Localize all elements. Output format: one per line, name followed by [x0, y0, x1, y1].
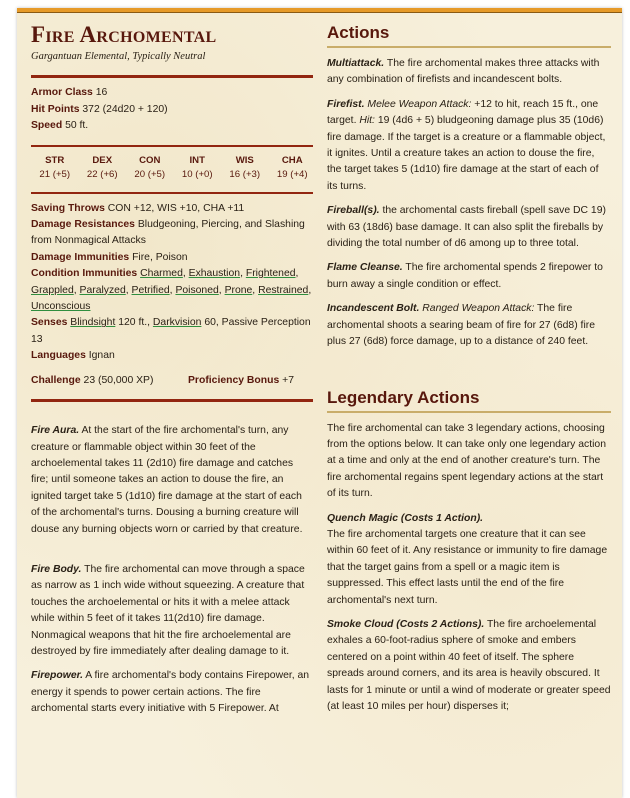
speed: Speed 50 ft. [31, 120, 89, 132]
divider [31, 192, 313, 194]
condition-link[interactable]: Exhaustion [188, 268, 241, 280]
action-fireball: Fireball(s). the archomental casts fireball (spell save DC 19) with 63 (18d6) base damage. It can also split the fireballs by dividing the total number of d6 among up to three total. [327, 205, 606, 250]
ability-str: STR 21 (+5) [39, 154, 71, 180]
legendary-intro: The fire archomental can take 3 legendary actions, choosing from the options below. It can take only one legendary action at a time and only at the end of another creature's turn. The fire archomental regains spent legendary actions at the start of its turn. [327, 422, 606, 500]
condition-link[interactable]: Frightened [245, 268, 296, 280]
heading-underline [327, 411, 611, 413]
condition-link[interactable]: Prone [224, 284, 253, 296]
ability-wis: WIS 16 (+3) [229, 154, 261, 180]
condition-link[interactable]: Charmed [140, 268, 183, 280]
action-multiattack: Multiattack. The fire archomental makes three attacks with any combination of firefists and incandescent bolts. [327, 58, 600, 86]
hit-points: Hit Points 372 (24d20 + 120) [31, 103, 168, 115]
monster-subtitle: Gargantuan Elemental, Typically Neutral [31, 51, 206, 62]
action-incandescent-bolt: Incandescent Bolt. Ranged Weapon Attack: The fire archomental shoots a searing beam of fire for 27 (6d8) fire plus 27 (6d8) force damage, up to a distance of 240 feet. [327, 303, 595, 348]
actions-heading: Actions [327, 23, 390, 42]
trait-firepower: Firepower. A fire archomental's body contains Firepower, an energy it spends to power certain actions. The fire archomental starts every initiative with 5 Firepower. At [31, 670, 310, 715]
condition-link[interactable]: Grappled [31, 284, 74, 296]
monster-name: Fire Archomental [31, 22, 217, 47]
darkvision-link[interactable]: Darkvision [152, 317, 202, 329]
condition-link[interactable]: Paralyzed [79, 284, 126, 296]
ability-int: INT 10 (+0) [181, 154, 213, 180]
divider [31, 399, 313, 402]
armor-class: Armor Class 16 [31, 87, 108, 99]
ability-con: CON 20 (+5) [134, 154, 166, 180]
action-flame-cleanse: Flame Cleanse. The fire archomental spends 2 firepower to burn away a single condition or effect. [327, 262, 603, 290]
senses: Senses Blindsight 120 ft., Darkvision 60, Passive Perception 13 [31, 317, 311, 345]
left-column [31, 22, 313, 718]
legendary-quench-magic: Quench Magic (Costs 1 Action). The fire archomental targets one creature that it can see within 60 feet of it. Any resistance or immunity to fire damage that the target gains from a spell or a magic item is suppressed. This effect lasts until the end of the fire archomental's next turn. [327, 512, 608, 606]
blindsight-link[interactable]: Blindsight [70, 317, 116, 329]
trait-fire-aura: Fire Aura. At the start of the fire archomental's turn, any creature or flammable object within 30 feet of the archoelemental takes 11 (2d10) fire damage and catches fire; until someone takes an action to douse the fire, an ignited target take 5 (1d10) fire damage at the start of each of the archomental's turns. Dousing a burning creature will douse any burning objects worn or carried by that creature. [31, 425, 303, 535]
saving-throws: Saving Throws CON +12, WIS +10, CHA +11 [31, 202, 245, 214]
condition-link[interactable]: Poisoned [175, 284, 219, 296]
languages: Languages Ignan [31, 350, 115, 362]
divider [31, 75, 313, 78]
ability-scores [31, 154, 316, 182]
damage-immunities: Damage Immunities Fire, Poison [31, 251, 188, 263]
divider [31, 145, 313, 147]
ability-cha: CHA 19 (+4) [276, 154, 308, 180]
stat-block-sheet [17, 8, 622, 798]
legendary-heading: Legendary Actions [327, 387, 480, 407]
ability-dex: DEX 22 (+6) [86, 154, 118, 180]
heading-underline [327, 46, 611, 48]
condition-link[interactable]: Restrained [258, 284, 309, 296]
action-firefist: Firefist. Melee Weapon Attack: +12 to hit, reach 15 ft., one target. Hit: 19 (4d6 + 5) bludgeoning damage plus 35 (10d6) fire damage. If the target is a creature or a flammable object, it ignites. Until a creature takes an action to douse the fire, the target takes 5 (1d10) fire damage at the start of each of its turns. [327, 98, 606, 192]
damage-resistances: Damage Resistances Bludgeoning, Piercing, and Slashing from Nonmagical Attacks [31, 219, 305, 247]
condition-link[interactable]: Petrified [131, 284, 170, 296]
legendary-smoke-cloud: Smoke Cloud (Costs 2 Actions). The fire archoelemental exhales a 60-foot-radius sphere of smoke and embers centered on a point within 40 feet of itself. The sphere spreads around corners, and its area is heavily obscured. It lasts for 1 minute or until a wind of moderate or greater speed (at least 10 miles per hour) disperses it; [327, 618, 611, 712]
top-border [17, 8, 622, 13]
challenge-row: Challenge 23 (50,000 XP) Proficiency Bonus +7 [31, 374, 294, 386]
condition-link[interactable]: Unconscious [31, 301, 91, 313]
right-column [327, 22, 611, 715]
condition-immunities: Condition Immunities Charmed, Exhaustion, Frightened, Grappled, Paralyzed, Petrified, Poisoned, Prone, Restrained, Unconscious [31, 268, 312, 313]
trait-fire-body: Fire Body. The fire archomental can move through a space as narrow as 1 inch wide without squeezing. A creature that touches the archoelemental or hits it with a melee attack while within 5 feet of it takes 11(2d10) fire damage. Nonmagical weapons that hit the fire archoelemental are destroyed by fire immediately after dealing damage to it. [31, 563, 305, 657]
